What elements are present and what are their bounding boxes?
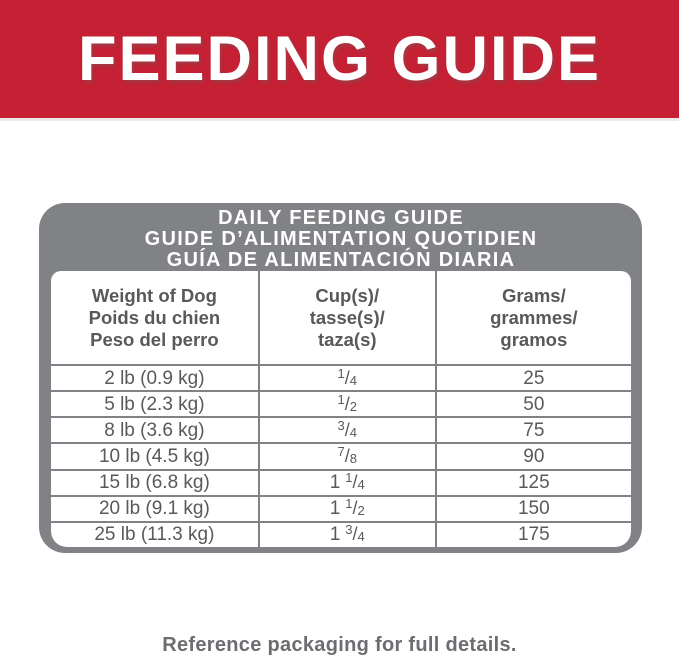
table-row: [51, 521, 631, 547]
cups-cell: [260, 392, 437, 416]
fraction-numerator: 1: [337, 391, 345, 407]
cups-column-header: [260, 271, 437, 364]
fraction-numerator: 1: [345, 470, 353, 486]
guide-title-spanish: GUÍA DE ALIMENTACIÓN DIARIA: [166, 248, 516, 271]
fraction-denominator: 2: [357, 503, 365, 519]
grams-cell: 25: [523, 367, 545, 389]
fraction-denominator: 2: [349, 398, 357, 414]
cups-cell: [260, 418, 437, 442]
grams-cell: 125: [517, 472, 550, 494]
fraction-numerator: 3: [337, 417, 345, 433]
footer-note: Reference packaging for full details.: [162, 634, 517, 656]
grams-cell: 75: [523, 419, 545, 441]
fraction-numerator: 1: [345, 496, 353, 512]
cups-header-spanish: taza(s): [317, 328, 377, 350]
table-row: [51, 469, 631, 495]
guide-title-english: DAILY FEEDING GUIDE: [218, 206, 464, 229]
table-row: [51, 495, 631, 521]
guide-box-header: [51, 207, 631, 271]
weight-header-spanish: Peso del perro: [90, 328, 219, 350]
cups-fraction: [345, 496, 365, 519]
weight-header-french: Poids du chien: [88, 306, 221, 328]
cups-fraction: [337, 391, 357, 414]
cups-cell: [260, 366, 437, 390]
cups-fraction: [345, 522, 365, 545]
cups-header-french: tasse(s)/: [309, 306, 385, 328]
grams-cell: 90: [523, 445, 545, 467]
fraction-numerator: 3: [345, 522, 353, 538]
daily-feeding-guide-box: [39, 203, 642, 553]
cups-cell: [260, 444, 437, 468]
grams-header-french: grammes/: [490, 306, 578, 328]
grams-cell: 150: [517, 498, 550, 520]
table-row: [51, 442, 631, 468]
fraction-denominator: 4: [357, 477, 365, 493]
weight-cell: 25 lb (11.3 kg): [51, 523, 260, 547]
fraction-denominator: 4: [349, 424, 357, 440]
cups-cell: [260, 497, 437, 521]
fraction-slash: /: [352, 472, 358, 493]
cups-fraction: [337, 443, 357, 466]
table-header-row: [51, 271, 631, 364]
fraction-slash: /: [344, 445, 350, 466]
fraction-slash: /: [344, 367, 350, 388]
grams-cell: 175: [517, 524, 550, 546]
feeding-table: [51, 271, 631, 547]
cups-cell: [260, 471, 437, 495]
fraction-slash: /: [352, 524, 358, 545]
grams-header-spanish: gramos: [500, 328, 568, 350]
weight-cell: 5 lb (2.3 kg): [51, 392, 260, 416]
weight-cell: 8 lb (3.6 kg): [51, 418, 260, 442]
table-row: [51, 416, 631, 442]
fraction-slash: /: [344, 419, 350, 440]
weight-cell: 10 lb (4.5 kg): [51, 444, 260, 468]
table-row: [51, 364, 631, 390]
fraction-numerator: 7: [337, 443, 345, 459]
weight-column-header: [51, 271, 260, 364]
page-title: FEEDING GUIDE: [77, 23, 602, 94]
cups-whole-number: 1: [329, 472, 341, 494]
fraction-denominator: 8: [349, 450, 357, 466]
grams-cell: 50: [523, 393, 545, 415]
fraction-denominator: 4: [357, 529, 365, 545]
banner: [0, 0, 679, 121]
grams-header-english: Grams/: [501, 284, 566, 306]
weight-header-english: Weight of Dog: [91, 284, 217, 306]
fraction-denominator: 4: [349, 372, 357, 388]
table-body: [51, 364, 631, 547]
cups-fraction: [345, 470, 365, 493]
fraction-numerator: 1: [337, 365, 345, 381]
guide-title-french: GUIDE D’ALIMENTATION QUOTIDIEN: [144, 227, 538, 250]
grams-column-header: [437, 271, 631, 364]
weight-cell: 2 lb (0.9 kg): [51, 366, 260, 390]
fraction-slash: /: [352, 498, 358, 519]
cups-cell: [260, 523, 437, 547]
cups-whole-number: 1: [329, 524, 341, 546]
cups-fraction: [337, 417, 357, 440]
weight-cell: 20 lb (9.1 kg): [51, 497, 260, 521]
cups-fraction: [337, 365, 357, 388]
cups-whole-number: 1: [329, 498, 341, 520]
table-row: [51, 390, 631, 416]
weight-cell: 15 lb (6.8 kg): [51, 471, 260, 495]
cups-header-english: Cup(s)/: [315, 284, 380, 306]
fraction-slash: /: [344, 393, 350, 414]
